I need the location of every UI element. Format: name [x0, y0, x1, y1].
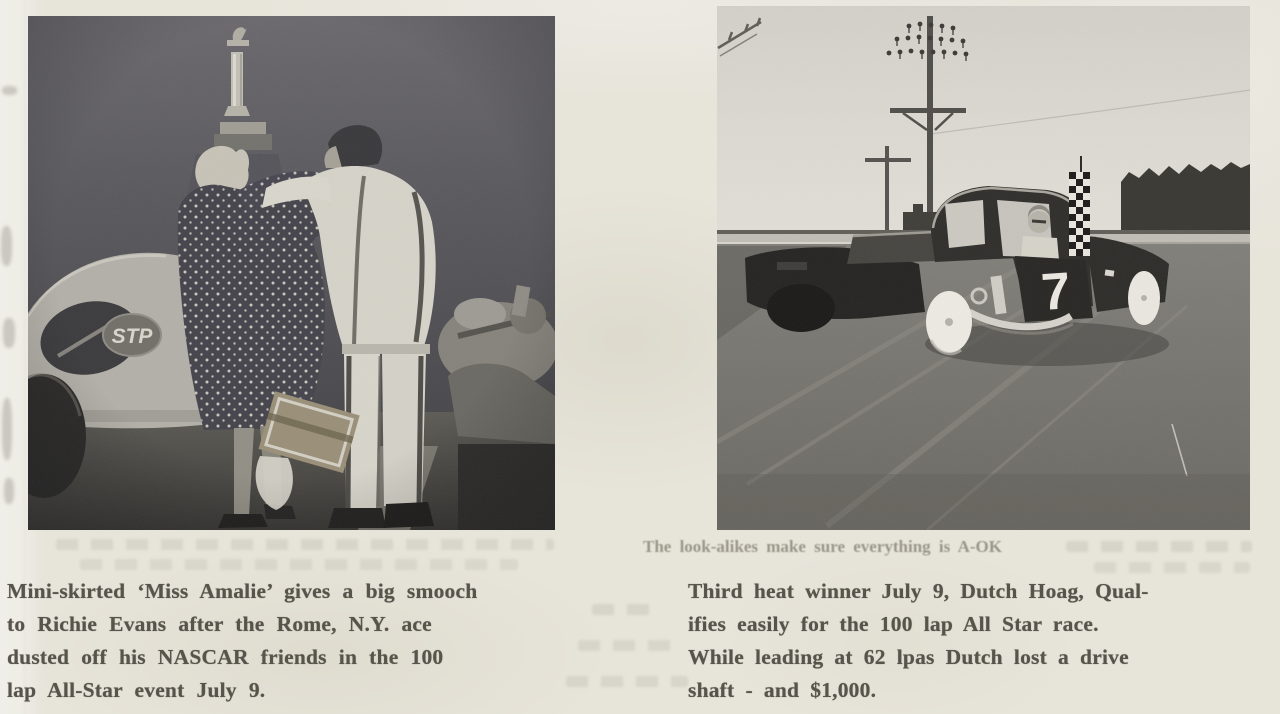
bleedthrough-smudge	[3, 318, 15, 348]
bleedthrough-smudge	[4, 478, 14, 504]
bleedthrough-smudge	[578, 640, 674, 651]
bleedthrough-smudge	[56, 539, 554, 550]
caption-line: ifies easily for the 100 lap All Star race.	[688, 612, 1099, 636]
bleedthrough-smudge	[592, 604, 658, 615]
bleedthrough-text: The look-alikes make sure everything is A-OK	[643, 537, 1002, 556]
halftone-grain	[28, 16, 555, 530]
right-photo-caption	[688, 575, 1263, 707]
caption-line: While leading at 62 lpas Dutch lost a drive	[688, 645, 1129, 669]
caption-line: to Richie Evans after the Rome, N.Y. ace	[7, 612, 432, 636]
caption-line: dusted off his NASCAR friends in the 100	[7, 645, 444, 669]
caption-line: shaft - and $1,000.	[688, 678, 877, 702]
halftone-grain	[717, 6, 1250, 530]
bleedthrough-smudge	[1066, 541, 1252, 552]
bleedthrough-smudge	[1, 226, 12, 266]
bleedthrough-smudge	[80, 559, 518, 570]
bleedthrough-smudge	[2, 86, 17, 95]
right-photo	[717, 6, 1250, 530]
bleedthrough-smudge	[2, 398, 12, 460]
caption-line: lap All-Star event July 9.	[7, 678, 266, 702]
left-photo	[28, 16, 555, 530]
caption-line: Third heat winner July 9, Dutch Hoag, Qual-	[688, 579, 1149, 603]
caption-line: Mini-skirted ‘Miss Amalie’ gives a big smooch	[7, 579, 478, 603]
left-photo-caption	[7, 575, 585, 707]
bleedthrough-smudge	[1094, 562, 1250, 573]
